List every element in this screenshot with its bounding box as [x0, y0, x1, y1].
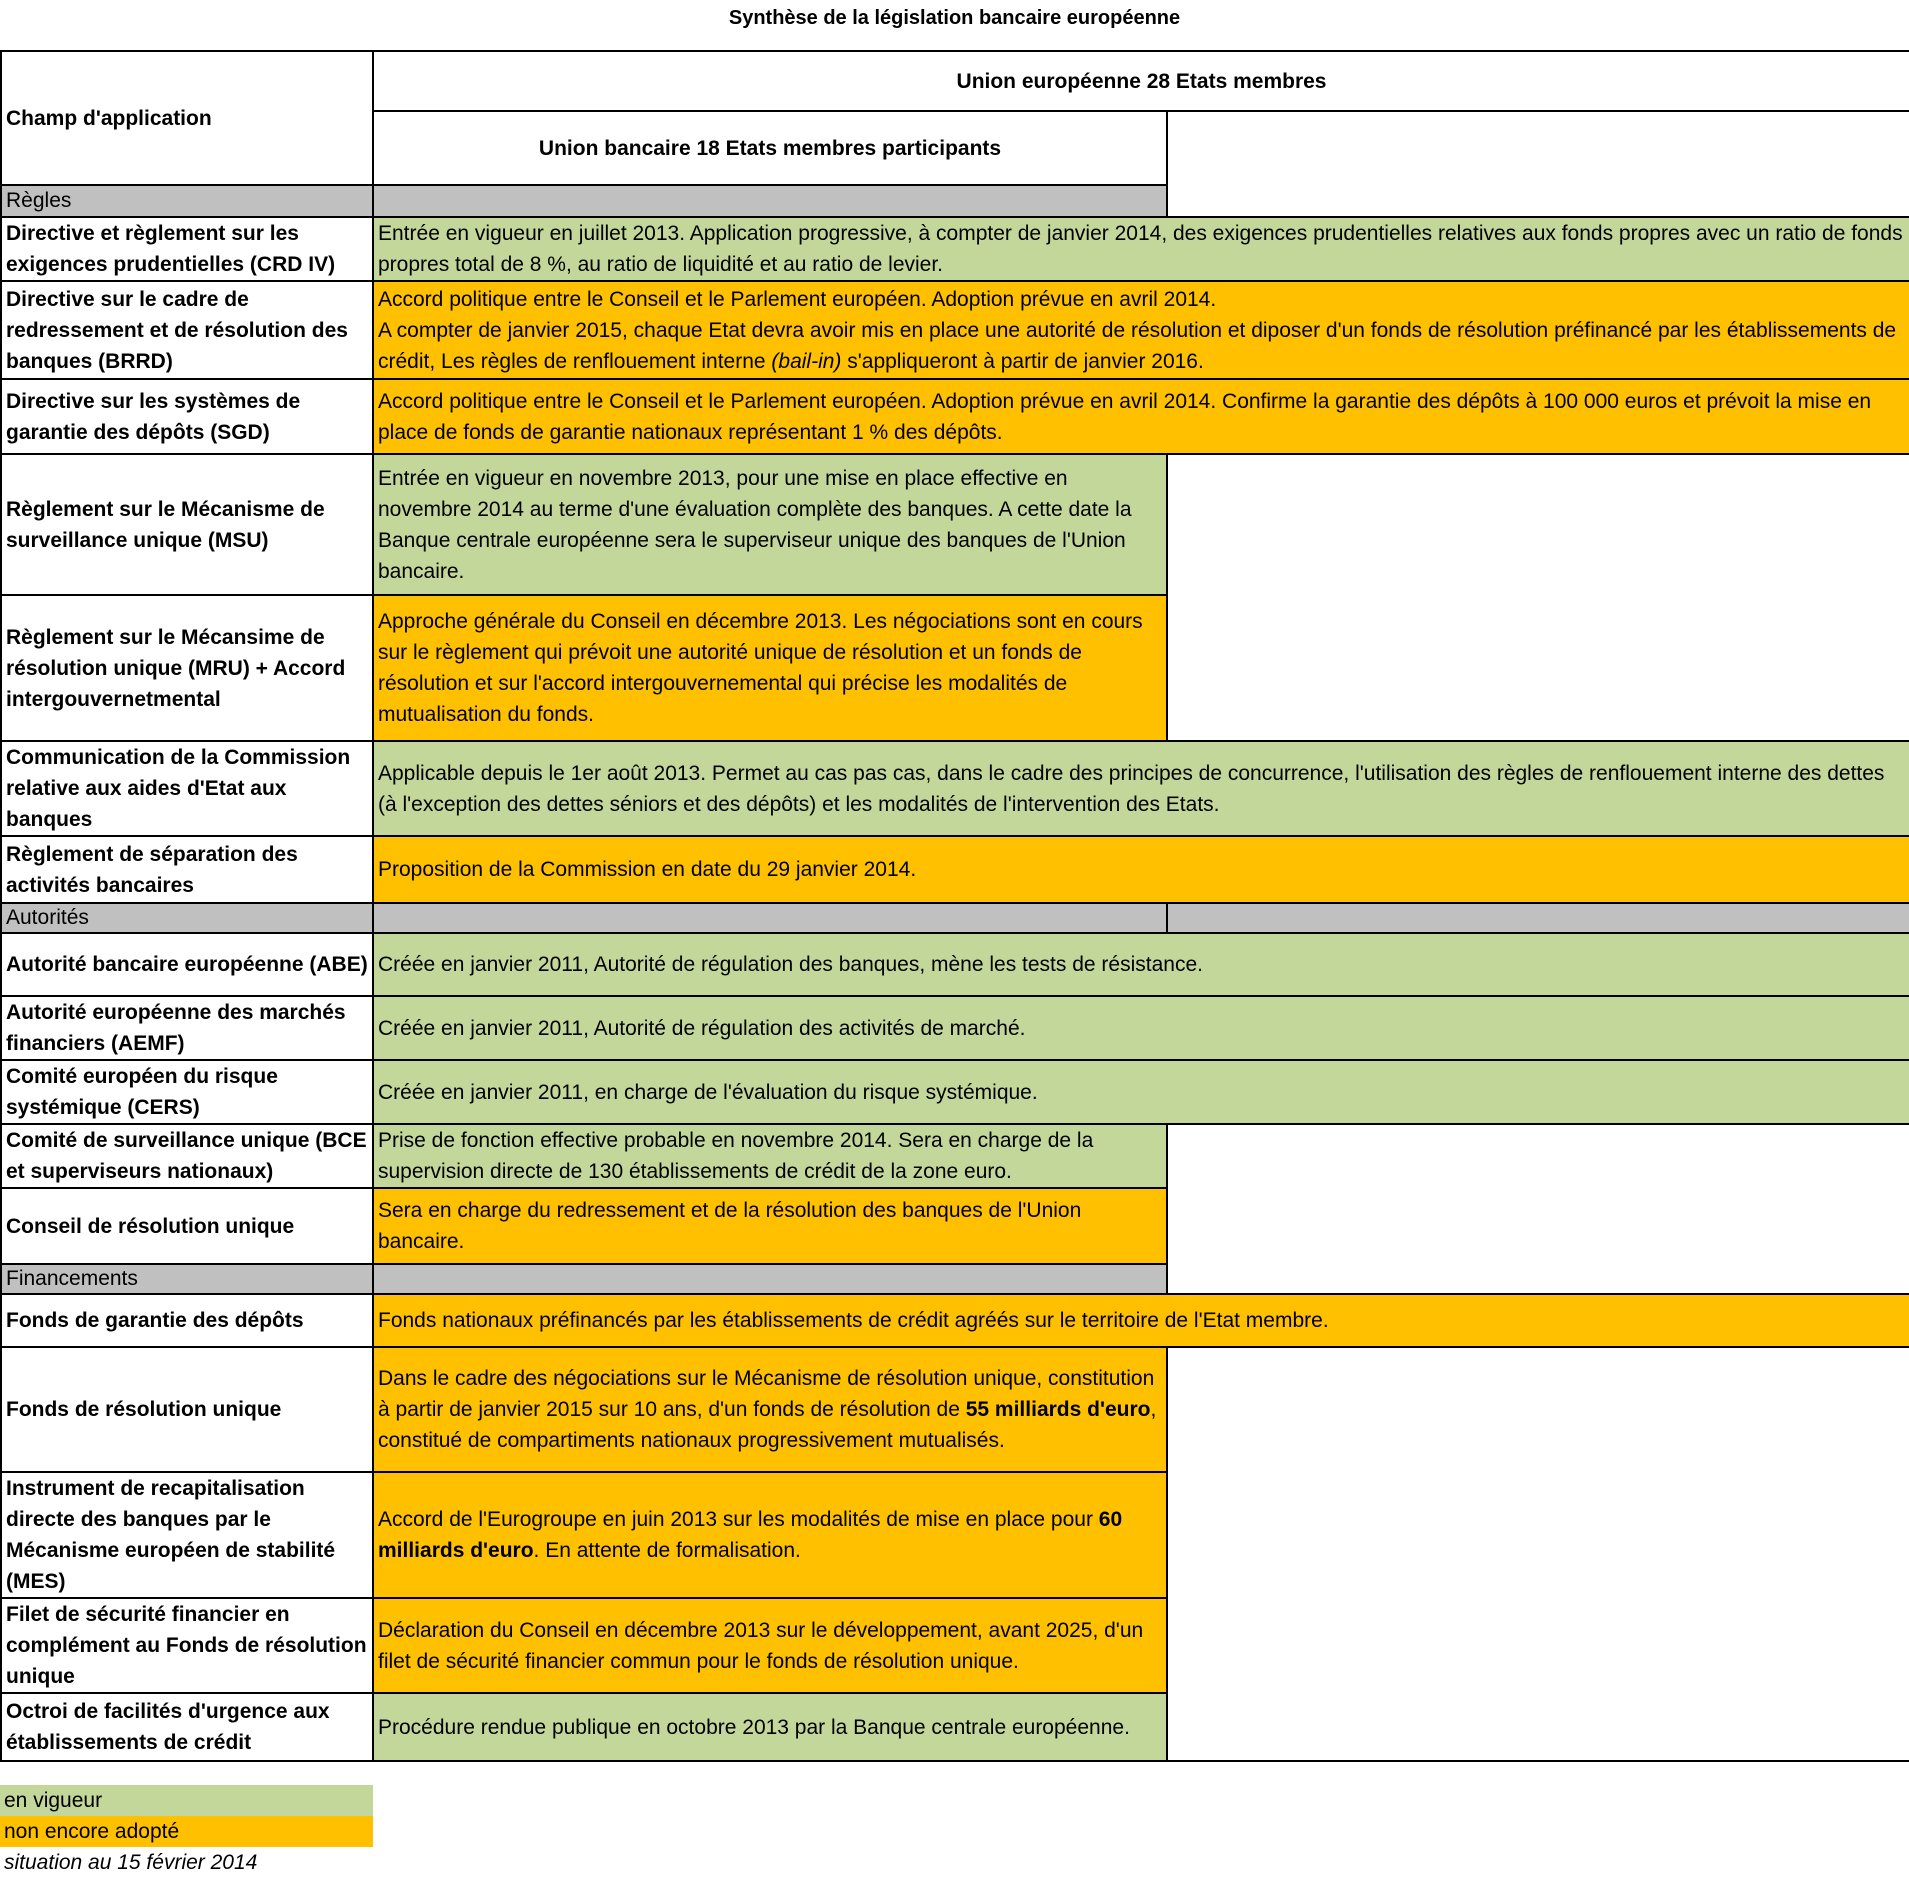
row-text-octroi: Procédure rendue publique en octobre 2013 par la Banque centrale européenne. — [373, 1693, 1167, 1761]
row-label-aemf: Autorité européenne des marchés financiers (AEMF) — [1, 996, 373, 1060]
row-label-aides: Communication de la Commission relative aux aides d'Etat aux banques — [1, 741, 373, 836]
row-label-csu: Comité de surveillance unique (BCE et superviseurs nationaux) — [1, 1124, 373, 1188]
row-text-separation: Proposition de la Commission en date du 29 janvier 2014. — [373, 836, 1909, 903]
section-authorities: Autorités — [1, 903, 373, 933]
row-text-filet: Déclaration du Conseil en décembre 2013 sur le développement, avant 2025, d'un filet de sécurité financier commun pour le fonds de résolution unique. — [373, 1598, 1167, 1693]
header-row-eu — [1, 51, 1909, 111]
scope-header: Champ d'application — [1, 51, 373, 185]
mes-text-a: Accord de l'Eurogroupe en juin 2013 sur les modalités de mise en place pour — [378, 1508, 1099, 1531]
eu-header: Union européenne 28 Etats membres — [373, 51, 1909, 111]
brrd-line2b: s'appliqueront à partir de janvier 2016. — [841, 349, 1204, 373]
table-row — [1, 379, 1909, 454]
empty-cell — [1167, 454, 1909, 741]
row-label-crd: Directive et règlement sur les exigences prudentielles (CRD IV) — [1, 217, 373, 281]
row-label-mru: Règlement sur le Mécansime de résolution unique (MRU) + Accord intergouvernetmental — [1, 595, 373, 741]
row-label-fru: Fonds de résolution unique — [1, 1347, 373, 1472]
section-fill — [373, 1264, 1167, 1294]
row-text-aides: Applicable depuis le 1er août 2013. Permet au cas pas cas, dans le cadre des principes de concurrence, l'utilisation des règles de renflouement interne des dettes (à l'exception des dettes séniors et des dépôts) et les modalités de l'intervention des Etats. — [373, 741, 1909, 836]
legislation-table — [0, 50, 1909, 1762]
empty-cell — [1167, 1347, 1909, 1761]
fru-amount: 55 milliards d'euro — [965, 1398, 1151, 1421]
page-title: Synthèse de la législation bancaire européenne — [728, 7, 1181, 29]
table-row — [1, 1347, 1909, 1472]
section-financing: Financements — [1, 1264, 373, 1294]
empty-cell — [1167, 111, 1909, 217]
section-fill — [1167, 903, 1909, 933]
legend-not-adopted: non encore adopté — [0, 1816, 373, 1847]
mes-amount: 60 milliards d'euro — [378, 1508, 1123, 1562]
row-text-cru: Sera en charge du redressement et de la résolution des banques de l'Union bancaire. — [373, 1188, 1167, 1264]
legend-in-force: en vigueur — [0, 1785, 373, 1816]
fru-text-a: Dans le cadre des négociations sur le Mécanisme de résolution unique, constitution à partir de janvier 2015 sur 10 ans, d'un fonds de résolution de — [378, 1367, 1155, 1421]
row-label-cers: Comité européen du risque systémique (CERS) — [1, 1060, 373, 1124]
row-label-separation: Règlement de séparation des activités bancaires — [1, 836, 373, 903]
row-text-csu: Prise de fonction effective probable en novembre 2014. Sera en charge de la supervision directe de 130 établissements de crédit de la zone euro. — [373, 1124, 1167, 1188]
row-text-msu: Entrée en vigueur en novembre 2013, pour une mise en place effective en novembre 2014 au terme d'une évaluation complète des banques. A cette date la Banque centrale européenne sera le superviseur unique des banques de l'Union bancaire. — [373, 454, 1167, 595]
section-row-authorities — [1, 903, 1909, 933]
brrd-line1: Accord politique entre le Conseil et le Parlement européen. Adoption prévue en avril 2014. — [378, 287, 1217, 311]
status-date: situation au 15 février 2014 — [4, 1851, 258, 1874]
row-text-aemf: Créée en janvier 2011, Autorité de régulation des activités de marché. — [373, 996, 1909, 1060]
table-row — [1, 996, 1909, 1060]
section-fill — [373, 185, 1167, 217]
brrd-bail-in: (bail-in) — [771, 349, 842, 373]
row-text-brrd — [373, 281, 1909, 379]
table-row — [1, 1294, 1909, 1347]
table-row — [1, 1124, 1909, 1188]
mes-text-b: . En attente de formalisation. — [533, 1539, 801, 1562]
row-label-filet: Filet de sécurité financier en complément au Fonds de résolution unique — [1, 1598, 373, 1693]
row-text-abe: Créée en janvier 2011, Autorité de régulation des banques, mène les tests de résistance. — [373, 933, 1909, 996]
table-row — [1, 1060, 1909, 1124]
row-text-cers: Créée en janvier 2011, en charge de l'évaluation du risque systémique. — [373, 1060, 1909, 1124]
row-text-sgd: Accord politique entre le Conseil et le Parlement européen. Adoption prévue en avril 2014. Confirme la garantie des dépôts à 100 000 euros et prévoit la mise en place de fonds de garantie nationaux représentant 1 % des dépôts. — [373, 379, 1909, 454]
row-label-octroi: Octroi de facilités d'urgence aux établissements de crédit — [1, 1693, 373, 1761]
table-row — [1, 454, 1909, 595]
table-row — [1, 836, 1909, 903]
brrd-line2a: A compter de janvier 2015, chaque Etat devra avoir mis en place une autorité de résolution et diposer d'un fonds de résolution préfinancé par les établissements de crédit, Les règles de renflouement interne — [378, 318, 1897, 373]
banking-union-header: Union bancaire 18 Etats membres participants — [373, 111, 1167, 185]
row-text-mes — [373, 1472, 1167, 1598]
table-row — [1, 933, 1909, 996]
section-rules: Règles — [1, 185, 373, 217]
row-label-msu: Règlement sur le Mécanisme de surveillance unique (MSU) — [1, 454, 373, 595]
row-label-cru: Conseil de résolution unique — [1, 1188, 373, 1264]
row-label-abe: Autorité bancaire européenne (ABE) — [1, 933, 373, 996]
empty-cell — [1167, 1124, 1909, 1294]
table-row — [1, 741, 1909, 836]
table-row — [1, 217, 1909, 281]
fru-text-b: , constitué de compartiments nationaux progressivement mutualisés. — [378, 1398, 1157, 1452]
row-label-sgd: Directive sur les systèmes de garantie des dépôts (SGD) — [1, 379, 373, 454]
section-fill — [373, 903, 1167, 933]
table-row — [1, 281, 1909, 379]
row-label-mes: Instrument de recapitalisation directe des banques par le Mécanisme européen de stabilité (MES) — [1, 1472, 373, 1598]
row-text-crd: Entrée en vigueur en juillet 2013. Application progressive, à compter de janvier 2014, des exigences prudentielles relatives aux fonds propres avec un ratio de fonds propres total de 8 %, au ratio de liquidité et au ratio de levier. — [373, 217, 1909, 281]
row-label-fgd: Fonds de garantie des dépôts — [1, 1294, 373, 1347]
row-text-mru: Approche générale du Conseil en décembre 2013. Les négociations sont en cours sur le règlement qui prévoit une autorité unique de résolution et un fonds de résolution et sur l'accord intergouvernemental qui précise les modalités de mutualisation du fonds. — [373, 595, 1167, 741]
row-label-brrd: Directive sur le cadre de redressement et de résolution des banques (BRRD) — [1, 281, 373, 379]
legend — [0, 1785, 373, 1878]
row-text-fru — [373, 1347, 1167, 1472]
row-text-fgd: Fonds nationaux préfinancés par les établissements de crédit agréés sur le territoire de l'Etat membre. — [373, 1294, 1909, 1347]
